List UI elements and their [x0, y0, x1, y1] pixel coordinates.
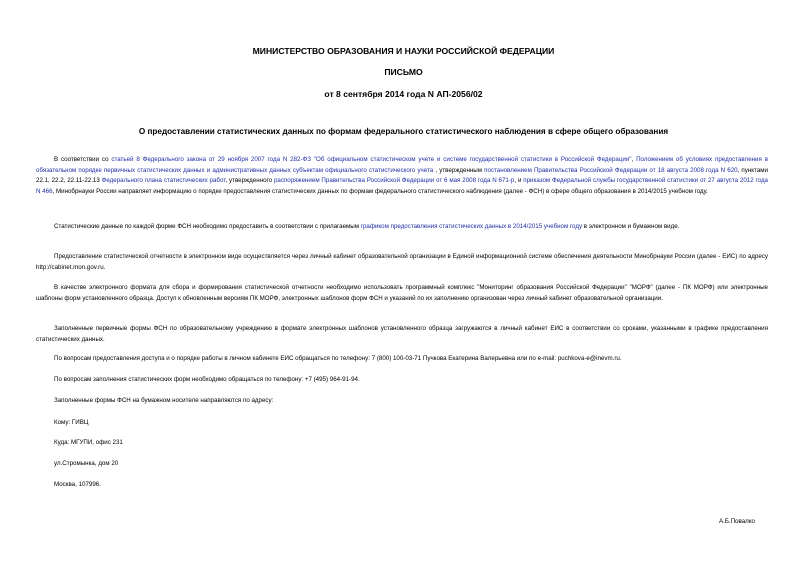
text: , Минобрнауки России направляет информацию о порядке предоставления статистических данных по формам федерального статистического наблюдения (далее - ФСН) в сфере общего образования в 2014/2015 учебном году.	[52, 187, 708, 195]
resolution-link[interactable]: постановлением Правительства Российской Федерации от 18 августа 2008 года N 620	[484, 166, 738, 174]
paragraph-access-contact: По вопросам предоставления доступа и о порядке работы в личном кабинете ЕИС обращаться по телефону: 7 (800) 100-03-71 Пучкова Екатерина Валерьевна или по e-mail: puchkova-e@inevm.ru.	[54, 355, 622, 362]
address-street: ул.Стромынка, дом 20	[54, 460, 119, 467]
text: В соответствии со	[54, 156, 112, 163]
schedule-link[interactable]: графиком предоставления статистических данных в 2014/2015 учебном году	[360, 223, 583, 230]
address-office: Куда: МГУПИ, офис 231	[54, 439, 123, 446]
paragraph-upload: Заполненные первичные формы ФСН по образовательному учреждению в формате электронных шаблонов установленного образца загружаются в личный кабинет ЕИС в соответствии со сроками, указанными в графике предоставления статистических данных.	[36, 325, 768, 343]
document-date-number: от 8 сентября 2014 года N АП-2056/02	[324, 89, 483, 99]
paragraph-format: В качестве электронного формата для сбора и формирования статистической отчетности необходимо использовать программный комплекс "Мониторинг образования Российской Федерации" "МОРФ" (далее - ПК МОРФ) или электронные шаблоны форм установленного образца. Доступ к обновленным версиям ПК МОРФ, электронных шаблонов форм ФСН и указаний по их заполнению организован через личный кабинет образовательной организации.	[36, 284, 768, 302]
text: , утвержденного	[225, 177, 274, 185]
paragraph-electronic: Предоставление статистической отчетности в электронном виде осуществляется через личный кабинет образовательной организации в Единой информационной системе обеспечения деятельности Минобрнауки России (далее - ЕИС) по адресу http://cabinet.mon.gov.ru.	[36, 253, 768, 271]
paragraph-schedule	[36, 222, 768, 233]
text: , утвержденным	[433, 166, 485, 174]
document-subject: О предоставлении статистических данных по формам федерального статистического наблюдения в сфере общего образования	[138, 127, 669, 136]
paragraph-legal-basis	[36, 155, 768, 197]
text: , и	[514, 177, 524, 185]
text: в электронном и бумажном виде.	[582, 223, 680, 230]
rosstat-order-link[interactable]: приказом Федеральной службы государственной статистики от 27 августа 2012 года N 466	[36, 177, 768, 195]
address-recipient: Кому: ГИВЦ	[54, 419, 89, 426]
text: , пунктами 22.1, 22.2, 22.11-22.13	[36, 166, 768, 185]
order-link[interactable]: распоряжением Правительства Российской Федерации от 6 мая 2008 года N 671-р	[273, 177, 515, 185]
signature: А.Б.Повалко	[719, 518, 756, 525]
paragraph-forms-contact: По вопросам заполнения статистических форм необходимо обращаться по телефону: +7 (495) 964-91-94.	[54, 376, 360, 383]
law-link[interactable]: статьей 8 Федерального закона от 29 ноября 2007 года N 282-ФЗ "Об официальном статистическом учете и системе государственной статистики в Российской Федерации"	[111, 156, 632, 163]
document-type: ПИСЬМО	[384, 67, 423, 77]
ministry-heading: МИНИСТЕРСТВО ОБРАЗОВАНИЯ И НАУКИ РОССИЙСКОЙ ФЕДЕРАЦИИ	[252, 46, 555, 56]
address-city: Москва, 107996.	[54, 481, 101, 488]
paragraph-paper-forms: Заполненные формы ФСН на бумажном носителе направляются по адресу:	[54, 397, 274, 404]
regulation-link[interactable]: Положением об условиях предоставления в обязательном порядке первичных статистических данных и административных данных субъектам официального статистического учета	[36, 156, 768, 174]
text: Статистические данные по каждой форме ФСН необходимо предоставить в соответствии с прилагаемым	[54, 223, 361, 230]
plan-link[interactable]: Федерального плана статистических работ	[101, 177, 226, 185]
text: ,	[631, 156, 637, 163]
